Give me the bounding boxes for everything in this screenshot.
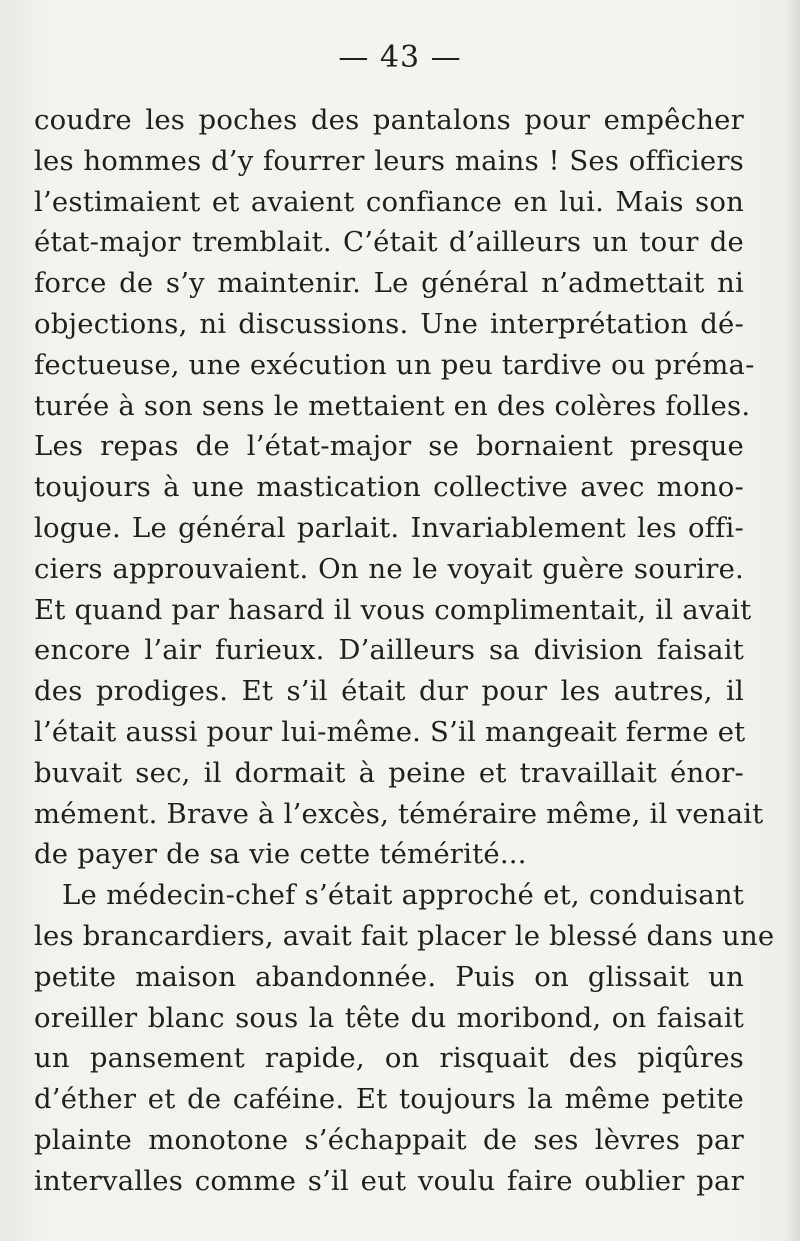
text-line: toujours à une mastication collective avec mono-	[34, 471, 744, 504]
text-line: Et quand par hasard il vous complimentait, il avait	[34, 593, 752, 626]
text-line: turée à son sens le mettaient en des colères folles.	[34, 389, 751, 422]
text-line: l’estimaient et avaient confiance en lui. Mais son	[34, 185, 744, 218]
text-line: plainte monotone s’échappait de ses lèvres par	[34, 1123, 744, 1156]
text-line: intervalles comme s’il eut voulu faire oublier par	[34, 1164, 744, 1197]
text-line: petite maison abandonnée. Puis on glissait un	[34, 960, 744, 993]
text-line: logue. Le général parlait. Invariablement les offi-	[34, 511, 744, 544]
page-edge-shadow	[786, 0, 800, 1241]
text-line: de payer de sa vie cette témérité...	[34, 838, 527, 871]
text-line: état-major tremblait. C’était d’ailleurs un tour de	[34, 226, 744, 259]
text-line: les hommes d’y fourrer leurs mains ! Ses officiers	[34, 144, 744, 177]
text-line: objections, ni discussions. Une interprétation dé-	[34, 307, 744, 340]
text-line: Les repas de l’état-major se bornaient presque	[34, 430, 744, 463]
text-line: l’était aussi pour lui-même. S’il mangeait ferme et	[34, 715, 746, 748]
text-line: oreiller blanc sous la tête du moribond, on faisait	[34, 1001, 744, 1034]
body-text	[34, 100, 775, 1202]
text-line: encore l’air furieux. D’ailleurs sa division faisait	[34, 634, 744, 667]
text-line: coudre les poches des pantalons pour empêcher	[34, 104, 744, 136]
text-line: un pansement rapide, on risquait des piqûres	[34, 1042, 744, 1075]
text-line: buvait sec, il dormait à peine et travaillait énor-	[34, 756, 744, 789]
text-line: les brancardiers, avait fait placer le blessé dans une	[34, 919, 775, 952]
page-number: — 43 —	[338, 40, 462, 75]
text-line: Le médecin-chef s’était approché et, conduisant	[62, 879, 744, 912]
text-line: d’éther et de caféine. Et toujours la même petite	[34, 1083, 744, 1116]
text-line: force de s’y maintenir. Le général n’admettait ni	[34, 267, 744, 300]
text-line: fectueuse, une exécution un peu tardive ou préma-	[34, 348, 755, 381]
text-line: des prodiges. Et s’il était dur pour les autres, il	[34, 675, 744, 708]
text-line: ciers approuvaient. On ne le voyait guère sourire.	[34, 552, 744, 585]
text-line: mément. Brave à l’excès, téméraire même, il venait	[34, 797, 764, 830]
